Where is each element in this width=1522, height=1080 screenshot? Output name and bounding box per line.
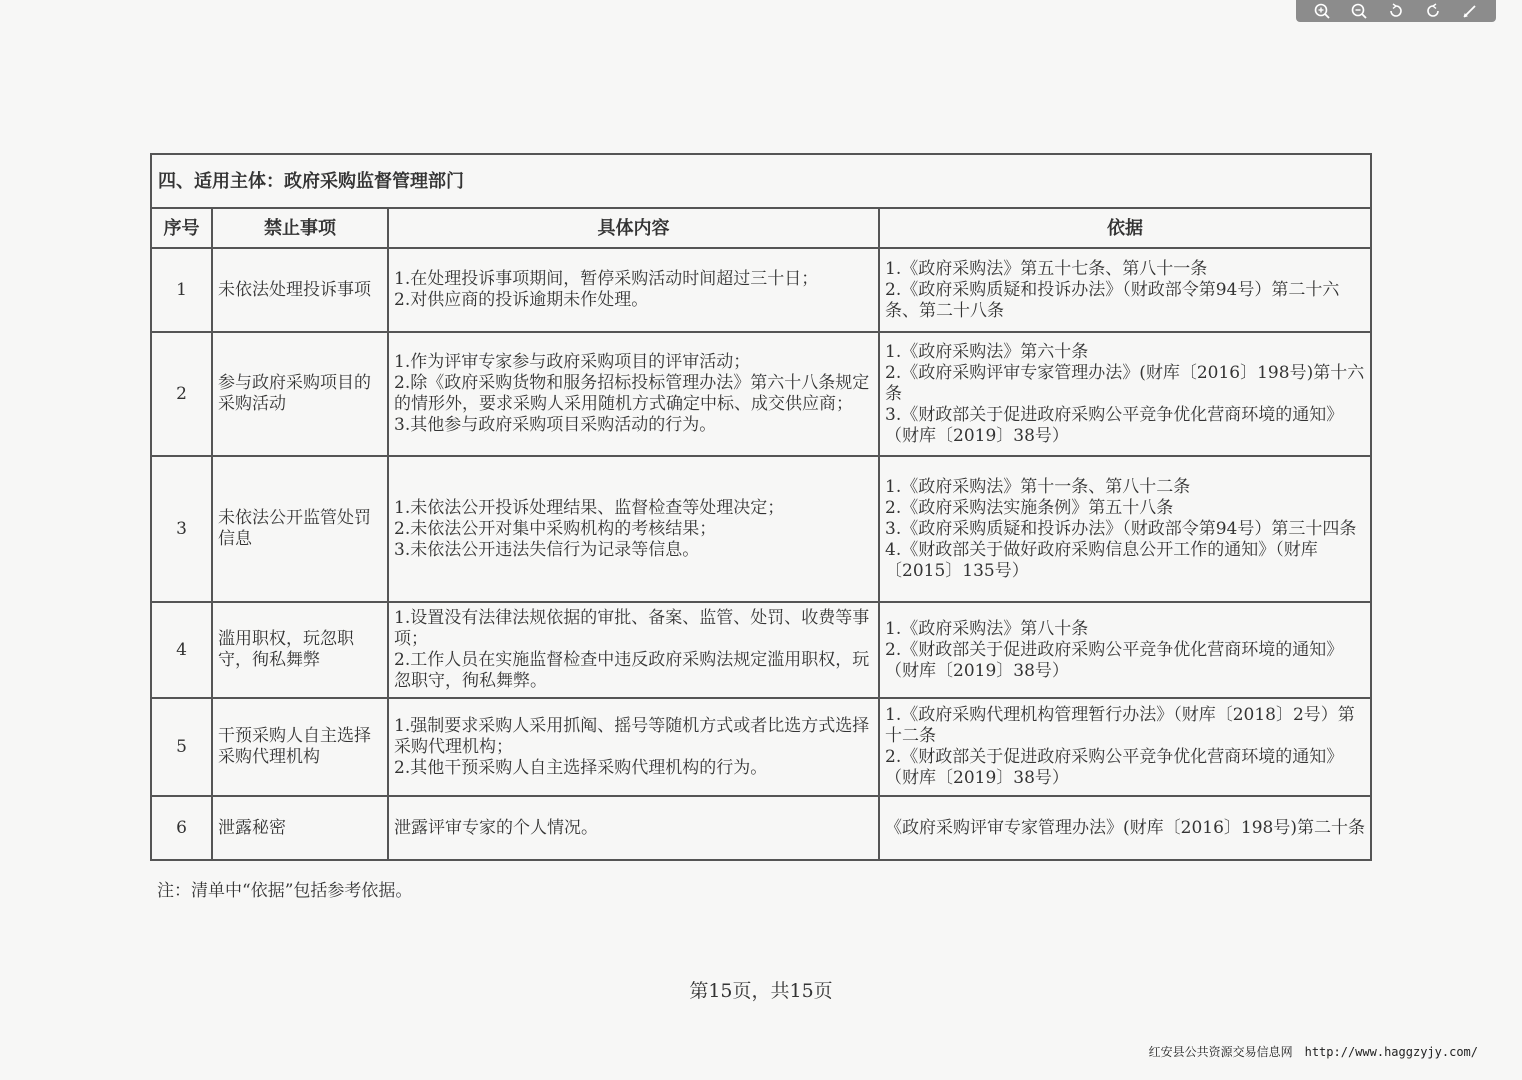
watermark-site-name: 红安县公共资源交易信息网 [1148, 1045, 1293, 1059]
row-item: 滥用职权，玩忽职守，徇私舞弊 [212, 602, 388, 698]
basis-line: 1.《政府采购法》第八十条 [885, 618, 1089, 639]
row-content [388, 796, 879, 860]
table-row [151, 602, 1371, 698]
row-basis [879, 332, 1371, 456]
content-line: 3.未依法公开违法失信行为记录等信息。 [394, 539, 700, 560]
row-basis [879, 248, 1371, 332]
row-item: 未依法公开监管处罚信息 [212, 456, 388, 602]
content-line: 2.对供应商的投诉逾期未作处理。 [394, 290, 649, 310]
basis-line: 2.《财政部关于促进政府采购公平竞争优化营商环境的通知》（财库〔2019〕38号） [885, 639, 1344, 681]
basis-line: 2.《政府采购质疑和投诉办法》（财政部令第94号）第二十六条、第二十八条 [885, 279, 1340, 321]
content-line: 1.作为评审专家参与政府采购项目的评审活动； [394, 352, 751, 372]
basis-line: 1.《政府采购法》第五十七条、第八十一条 [885, 258, 1208, 279]
zoom-out-icon[interactable] [1348, 0, 1370, 22]
basis-line: 2.《财政部关于促进政府采购公平竞争优化营商环境的通知》（财库〔2019〕38号） [885, 747, 1344, 788]
row-content [388, 248, 879, 332]
basis-line: 1.《政府采购代理机构管理暂行办法》（财库〔2018〕2号）第十二条 [885, 705, 1355, 746]
header-basis: 依据 [879, 208, 1371, 248]
row-item: 未依法处理投诉事项 [212, 248, 388, 332]
basis-line: 1.《政府采购法》第十一条、第八十二条 [885, 476, 1191, 497]
site-watermark [1149, 1043, 1478, 1060]
page-number: 第15页，共15页 [689, 980, 833, 1002]
basis-line: 3.《政府采购质疑和投诉办法》（财政部令第94号）第三十四条 [885, 518, 1357, 539]
table-note: 注：清单中“依据”包括参考依据。 [157, 881, 413, 901]
content-line: 2.工作人员在实施监督检查中违反政府采购法规定滥用职权，玩忽职守，徇私舞弊。 [394, 650, 870, 691]
basis-line: 3.《财政部关于促进政府采购公平竞争优化营商环境的通知》（财库〔2019〕38号） [885, 404, 1344, 446]
row-content [388, 698, 879, 796]
row-item: 干预采购人自主选择采购代理机构 [212, 698, 388, 796]
header-index: 序号 [151, 208, 212, 248]
row-index: 1 [151, 248, 212, 332]
table-header-row [151, 208, 1371, 248]
basis-line: 1.《政府采购法》第六十条 [885, 341, 1089, 362]
basis-line: 2.《政府采购法实施条例》第五十八条 [885, 497, 1174, 518]
header-content: 具体内容 [388, 208, 879, 248]
rotate-left-icon[interactable] [1385, 0, 1407, 22]
content-line: 泄露评审专家的个人情况。 [394, 817, 598, 838]
row-content [388, 332, 879, 456]
row-basis [879, 796, 1371, 860]
rotate-right-icon[interactable] [1422, 0, 1444, 22]
row-index: 5 [151, 698, 212, 796]
row-item: 参与政府采购项目的采购活动 [212, 332, 388, 456]
content-line: 1.未依法公开投诉处理结果、监督检查等处理决定； [394, 497, 785, 518]
table-row [151, 248, 1371, 332]
basis-line: 《政府采购评审专家管理办法》(财库〔2016〕198号)第二十条 [885, 817, 1365, 838]
row-index: 6 [151, 796, 212, 860]
section-title-row [151, 154, 1371, 208]
header-item: 禁止事项 [212, 208, 388, 248]
content-line: 1.设置没有法律法规依据的审批、备案、监管、处罚、收费等事项； [394, 608, 870, 649]
row-item: 泄露秘密 [212, 796, 388, 860]
content-line: 2.未依法公开对集中采购机构的考核结果； [394, 518, 717, 539]
prohibition-table-container [150, 153, 1370, 859]
prohibition-table [150, 153, 1372, 861]
row-index: 4 [151, 602, 212, 698]
zoom-in-icon[interactable] [1311, 0, 1333, 22]
row-content [388, 602, 879, 698]
content-line: 2.其他干预采购人自主选择采购代理机构的行为。 [394, 757, 768, 778]
content-line: 1.强制要求采购人采用抓阄、摇号等随机方式或者比选方式选择采购代理机构； [394, 715, 870, 757]
basis-line: 4.《财政部关于做好政府采购信息公开工作的通知》（财库〔2015〕135号） [885, 539, 1318, 581]
row-index: 2 [151, 332, 212, 456]
content-line: 3.其他参与政府采购项目采购活动的行为。 [394, 415, 717, 435]
content-line: 2.除《政府采购货物和服务招标投标管理办法》第六十八条规定的情形外，要求采购人采用随机方式确定中标、成交供应商； [394, 373, 870, 414]
watermark-url: http://www.haggzyjy.com/ [1304, 1045, 1478, 1059]
row-basis [879, 602, 1371, 698]
content-line: 1.在处理投诉事项期间，暂停采购活动时间超过三十日； [394, 269, 819, 289]
table-row [151, 698, 1371, 796]
table-row [151, 456, 1371, 602]
basis-line: 2.《政府采购评审专家管理办法》(财库〔2016〕198号)第十六条 [885, 362, 1365, 404]
table-row [151, 796, 1371, 860]
table-row [151, 332, 1371, 456]
viewer-toolbar [1296, 0, 1496, 22]
edit-icon[interactable] [1459, 0, 1481, 22]
row-content [388, 456, 879, 602]
row-basis [879, 456, 1371, 602]
row-index: 3 [151, 456, 212, 602]
row-basis [879, 698, 1371, 796]
section-title: 四、适用主体：政府采购监督管理部门 [151, 154, 1371, 208]
